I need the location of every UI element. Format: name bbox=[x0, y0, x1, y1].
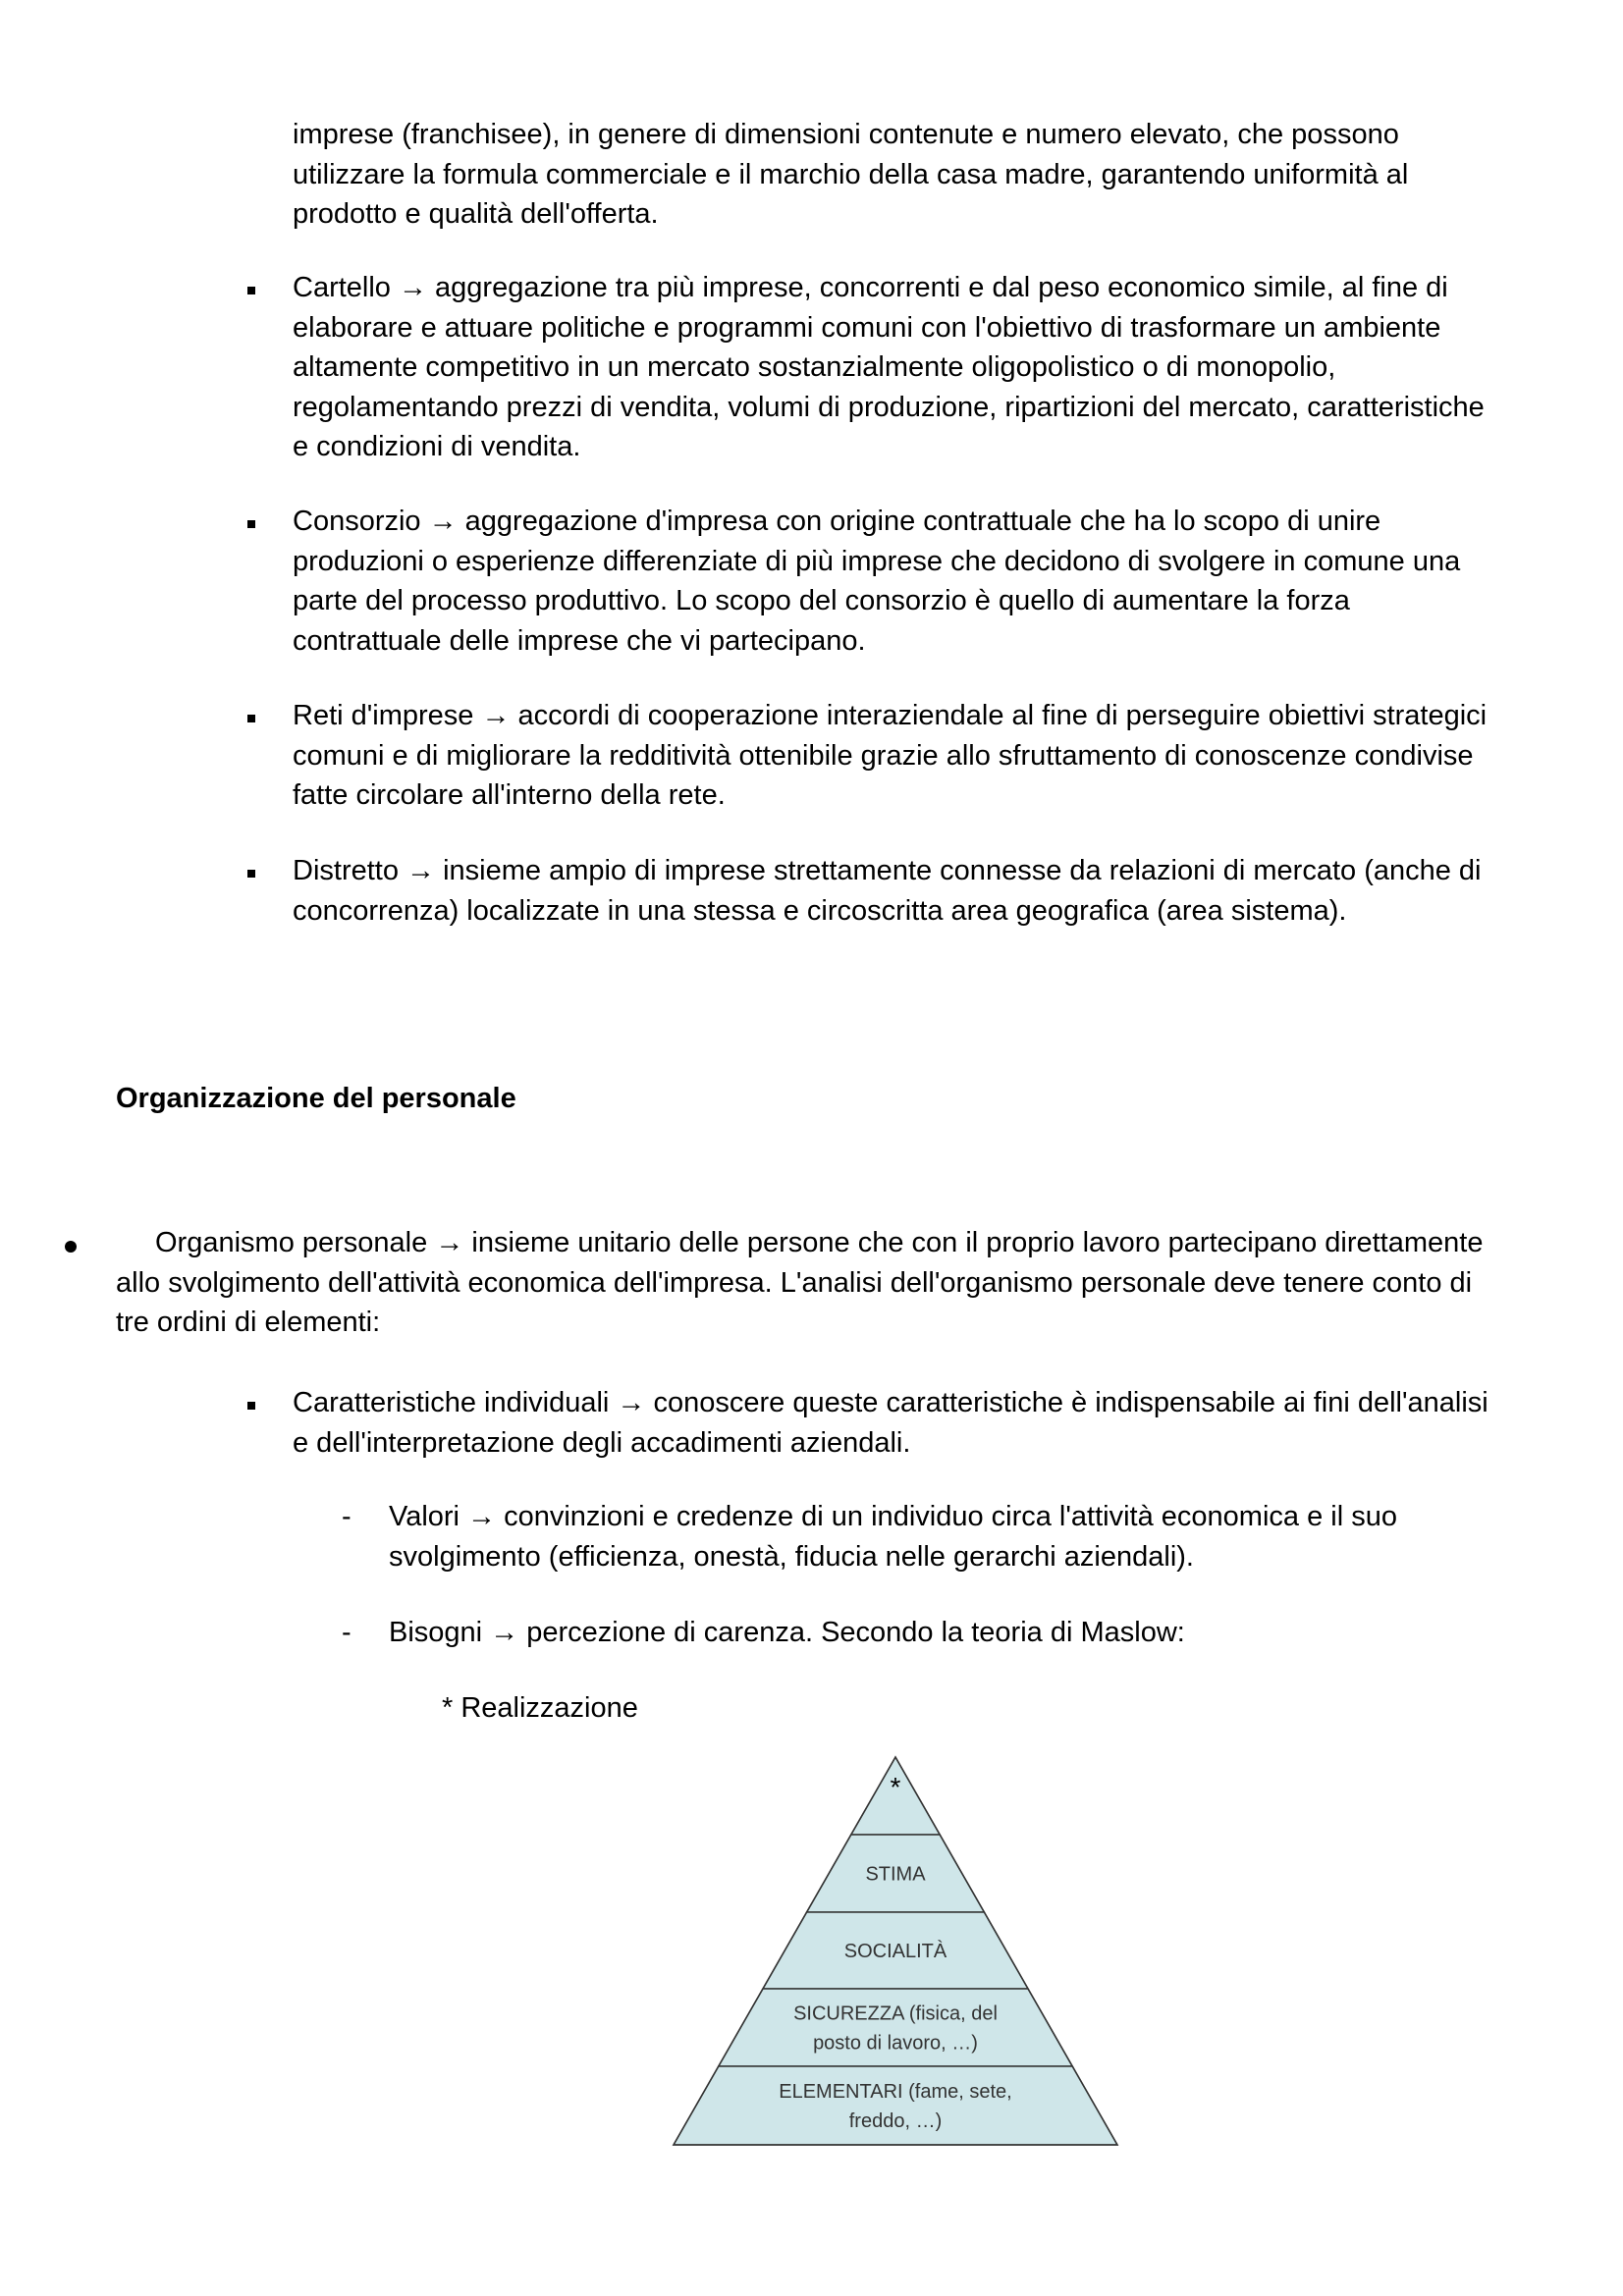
pyramid-level-elementari bbox=[674, 2066, 1117, 2145]
pyramid-label-elementari: ELEMENTARI (fame, sete, bbox=[779, 2081, 1012, 2103]
list-item-caratteristiche: Caratteristiche individuali → conoscere queste caratteristiche è indispensabile ai fini dell'analisi e dell'interpretazione degli accadimenti aziendali. bbox=[293, 1387, 1488, 1459]
section-heading: Organizzazione del personale bbox=[116, 1083, 516, 1114]
list-item-valori: Valori → convinzioni e credenze di un individuo circa l'attività economica e il suo svolgimento (efficienza, onestà, fiducia nelle gerarchi aziendali). bbox=[389, 1501, 1397, 1573]
list-item-cartello: Cartello → aggregazione tra più imprese, concorrenti e dal peso economico simile, al fine di elaborare e attuare politiche e programmi comuni con l'obiettivo di trasformare un ambiente altamente competitivo in un mercato sostanzialmente oligopolistico o di monopolio, regolamentando prezzi di vendita, volumi di produzione, ripartizioni del mercato, caratteristiche e condizioni di vendita. bbox=[293, 272, 1485, 462]
pyramid-label-sicurezza: posto di lavoro, …) bbox=[813, 2032, 978, 2055]
pyramid-label-socialita: SOCIALITÀ bbox=[843, 1941, 947, 1962]
pyramid-label-stima: STIMA bbox=[865, 1863, 926, 1886]
list-item-bisogni: Bisogni → percezione di carenza. Secondo la teoria di Maslow: bbox=[389, 1617, 1185, 1648]
pyramid-legend-note: * Realizzazione bbox=[442, 1692, 638, 1724]
list-item-distretto: Distretto → insieme ampio di imprese strettamente connesse da relazioni di mercato (anche di concorrenza) localizzate in una stessa e circoscritta area geografica (area sistema). bbox=[293, 855, 1482, 927]
pyramid-level-sicurezza bbox=[719, 1989, 1072, 2066]
dash-marker: - bbox=[342, 1501, 352, 1532]
pyramid-label-realizzazione: * bbox=[890, 1772, 901, 1802]
list-item-consorzio: Consorzio → aggregazione d'impresa con origine contrattuale che ha lo scopo di unire produzioni o esperienze differenziate di più imprese che decidono di svolgere in comune una parte del processo produttivo. Lo scopo del consorzio è quello di aumentare la forza contrattuale delle imprese che vi partecipano. bbox=[293, 506, 1461, 657]
pyramid-label-sicurezza: SICUREZZA (fisica, del bbox=[793, 2002, 998, 2025]
dash-marker: - bbox=[342, 1617, 352, 1648]
pyramid-label-elementari: freddo, …) bbox=[848, 2110, 943, 2132]
organismo-paragraph: Organismo personale → insieme unitario delle persone che con il proprio lavoro partecipano direttamente allo svolgimento dell'attività economica dell'impresa. L'analisi dell'organismo personale deve tenere conto di tre ordini di elementi: bbox=[116, 1227, 1484, 1338]
list-item-reti-imprese: Reti d'imprese → accordi di cooperazione interaziendale al fine di perseguire obiettivi strategici comuni e di migliorare la redditività ottenibile grazie allo sfruttamento di conoscenze condivise fatte circolare all'interno della rete. bbox=[293, 700, 1488, 811]
franchising-continuation: imprese (franchisee), in genere di dimensioni contenute e numero elevato, che possono utilizzare la formula commerciale e il marchio della casa madre, garantendo uniformità al prodotto e qualità dell'offerta. bbox=[293, 119, 1409, 230]
